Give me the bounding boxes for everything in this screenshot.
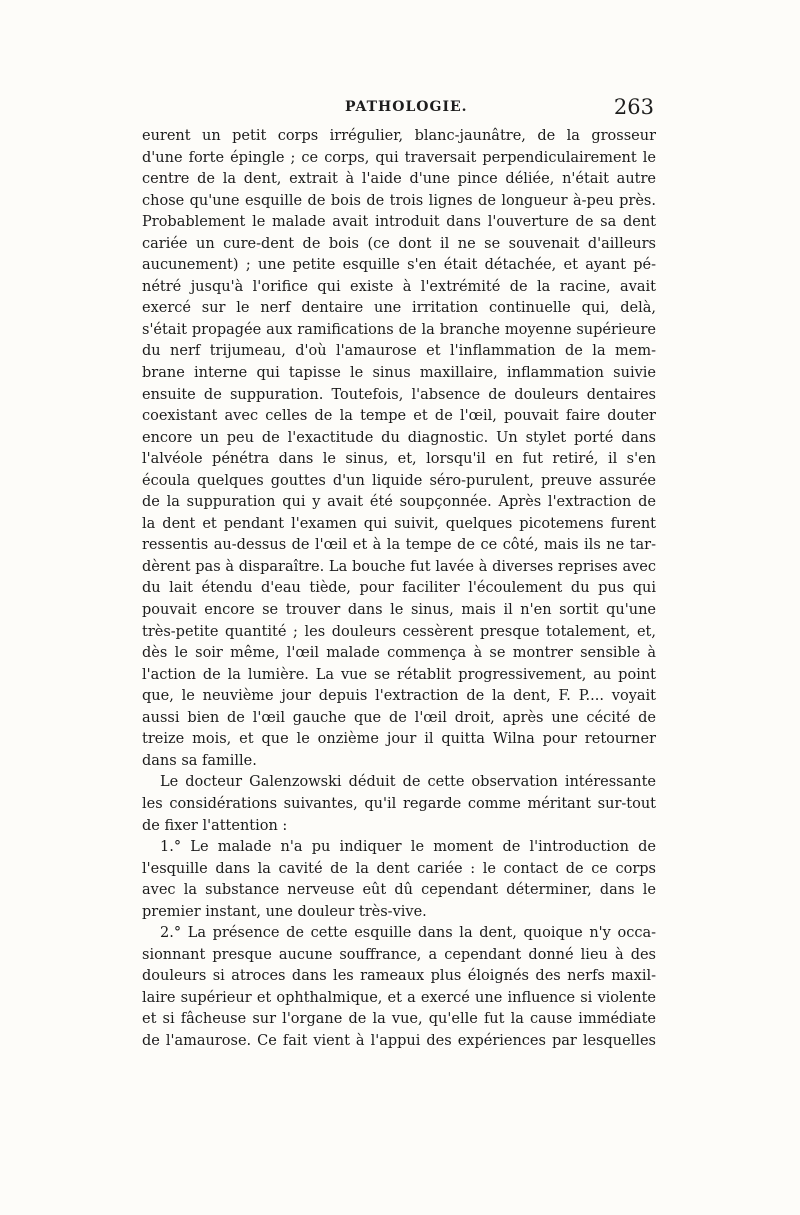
text-line: ensuite de suppuration. Toutefois, l'absence de douleurs dentaires: [142, 386, 656, 403]
text-line: encore un peu de l'exactitude du diagnostic. Un stylet porté dans: [142, 429, 656, 446]
text-line: d'une forte épingle ; ce corps, qui traversait perpendiculairement le: [142, 149, 656, 166]
text-line-paragraph-end: premier instant, une douleur très-vive.: [142, 903, 427, 920]
text-line-paragraph-end: dans sa famille.: [142, 752, 257, 769]
text-line: aucunement) ; une petite esquille s'en était détachée, et ayant pé-: [142, 257, 656, 274]
text-line: brane interne qui tapisse le sinus maxillaire, inflammation suivie: [142, 365, 656, 382]
text-line: cariée un cure-dent de bois (ce dont il ne se souvenait d'ailleurs: [142, 235, 656, 252]
text-line-paragraph-start: 2.° La présence de cette esquille dans la dent, quoique n'y occa-: [160, 925, 656, 942]
text-line: de l'amaurose. Ce fait vient à l'appui des expériences par lesquelles: [142, 1032, 656, 1049]
text-line: Probablement le malade avait introduit dans l'ouverture de sa dent: [142, 214, 656, 231]
text-line: l'alvéole pénétra dans le sinus, et, lorsqu'il en fut retiré, il s'en: [142, 451, 656, 468]
text-line: s'était propagée aux ramifications de la branche moyenne supérieure: [142, 321, 656, 338]
text-line: la dent et pendant l'examen qui suivit, quelques picotemens furent: [142, 515, 656, 532]
text-line: du lait étendu d'eau tiède, pour faciliter l'écoulement du pus qui: [142, 580, 656, 597]
text-line: douleurs si atroces dans les rameaux plus éloignés des nerfs maxil-: [142, 968, 656, 985]
text-line-paragraph-start: 1.° Le malade n'a pu indiquer le moment de l'introduction de: [160, 839, 656, 856]
text-line: l'action de la lumière. La vue se rétablit progressivement, au point: [142, 666, 656, 683]
text-line: très-petite quantité ; les douleurs cessèrent presque totalement, et,: [142, 623, 656, 640]
text-line-paragraph-start: Le docteur Galenzowski déduit de cette observation intéressante: [160, 774, 656, 791]
text-line: et si fâcheuse sur l'organe de la vue, qu'elle fut la cause immédiate: [142, 1011, 656, 1028]
text-line: avec la substance nerveuse eût dû cependant déterminer, dans le: [142, 882, 656, 899]
text-line: chose qu'une esquille de bois de trois lignes de longueur à-peu près.: [142, 192, 656, 209]
running-title: PATHOLOGIE.: [345, 99, 468, 115]
text-line: laire supérieur et ophthalmique, et a exercé une influence si violente: [142, 989, 656, 1006]
text-line: de la suppuration qui y avait été soupçonnée. Après l'extraction de: [142, 494, 656, 511]
text-line: dèrent pas à disparaître. La bouche fut lavée à diverses reprises avec: [142, 558, 656, 575]
page-header: [142, 96, 656, 122]
text-line: exercé sur le nerf dentaire une irritation continuelle qui, delà,: [142, 300, 656, 317]
text-line-paragraph-end: de fixer l'attention :: [142, 817, 288, 834]
text-line: écoula quelques gouttes d'un liquide séro-purulent, preuve assurée: [142, 472, 656, 489]
page-number: 263: [613, 95, 654, 119]
text-line: du nerf trijumeau, d'où l'amaurose et l'inflammation de la mem-: [142, 343, 656, 360]
text-line: treize mois, et que le onzième jour il quitta Wilna pour retourner: [142, 731, 656, 748]
text-line: dès le soir même, l'œil malade commença à se montrer sensible à: [142, 645, 656, 662]
text-line: l'esquille dans la cavité de la dent cariée : le contact de ce corps: [142, 860, 656, 877]
text-line: les considérations suivantes, qu'il regarde comme méritant sur-tout: [142, 795, 656, 812]
body-text: [142, 126, 656, 1053]
text-line: que, le neuvième jour depuis l'extraction de la dent, F. P.... voyait: [142, 688, 656, 705]
text-line: nétré jusqu'à l'orifice qui existe à l'extrémité de la racine, avait: [142, 278, 656, 295]
text-line: eurent un petit corps irrégulier, blanc-jaunâtre, de la grosseur: [142, 128, 656, 144]
text-line: coexistant avec celles de la tempe et de l'œil, pouvait faire douter: [142, 408, 656, 425]
text-line: ressentis au-dessus de l'œil et à la tempe de ce côté, mais ils ne tar-: [142, 537, 656, 554]
text-line: centre de la dent, extrait à l'aide d'une pince déliée, n'était autre: [142, 171, 656, 188]
text-line: aussi bien de l'œil gauche que de l'œil droit, après une cécité de: [142, 709, 656, 726]
text-line: pouvait encore se trouver dans le sinus, mais il n'en sortit qu'une: [142, 602, 656, 619]
text-line: sionnant presque aucune souffrance, a cependant donné lieu à des: [142, 946, 656, 963]
